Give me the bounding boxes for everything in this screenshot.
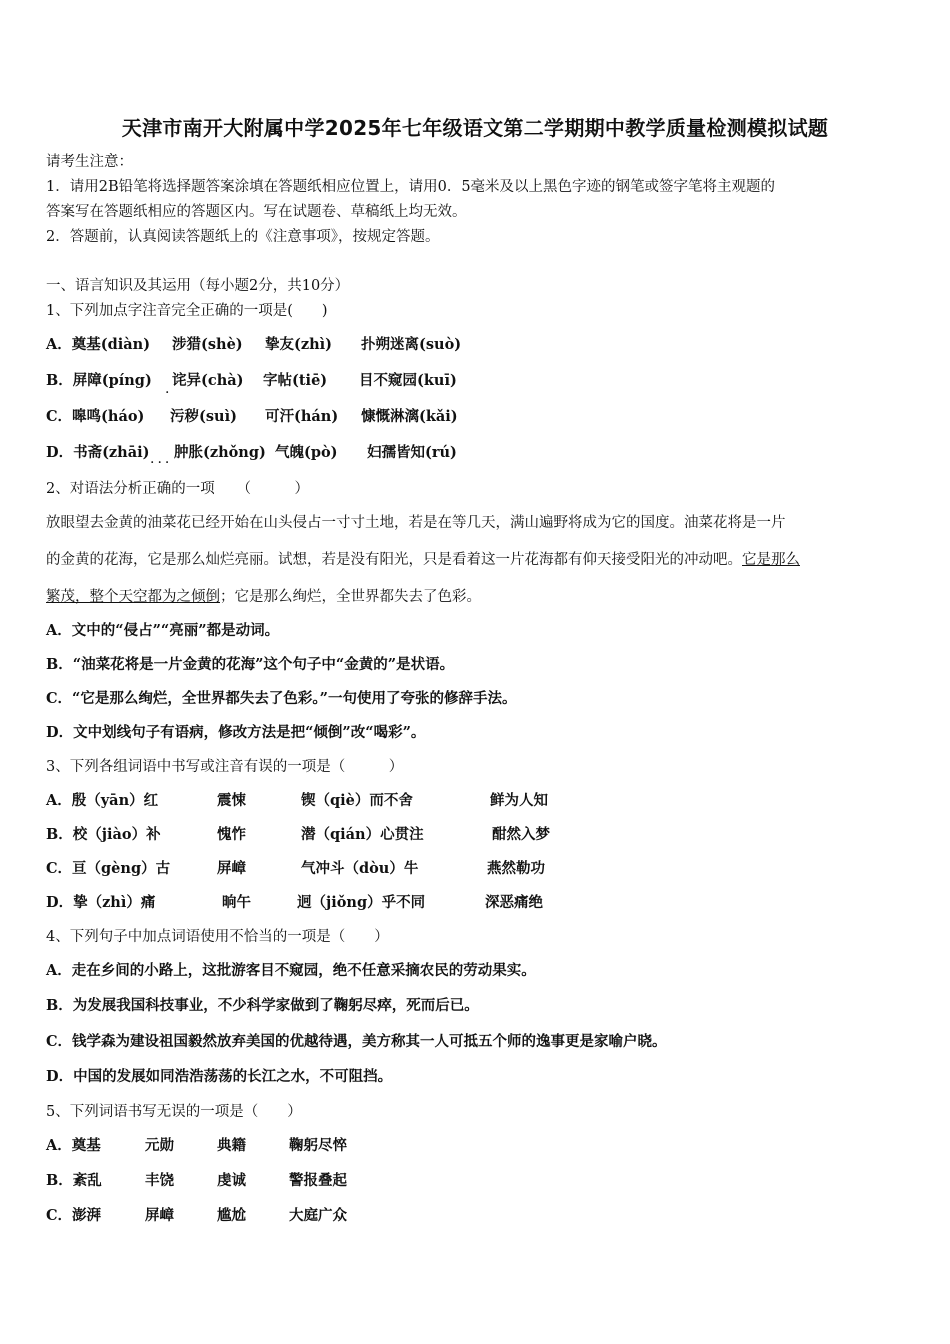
section-heading: 一、语言知识及其运用（每小题2分，共10分） — [46, 278, 350, 294]
q3-c-4: 燕然勒功 — [487, 860, 545, 877]
q2-passage-text-end: ；它是那么绚烂，全世界都失去了色彩。 — [220, 589, 481, 605]
q2-underlined-sentence-part2: 繁茂，整个天空都为之倾倒 — [46, 589, 220, 605]
q3-b-3: 潜（qián）心贯注 — [301, 826, 424, 843]
q1-b-4: 目不窥园(kuī) — [359, 372, 457, 389]
q3-c-3: 气冲斗（dòu）牛 — [301, 860, 419, 877]
q5-b-1: B．紊乱 — [46, 1172, 102, 1189]
q2-passage-text: 的金黄的花海，它是那么灿烂亮丽。试想，若是没有阳光，只是看着这一片花海都有仰天接受阳光的冲动吧。 — [46, 552, 742, 568]
q4-stem: 4、下列句子中加点词语使用不恰当的一项是（ ） — [46, 929, 389, 945]
q1-b-2: 诧异(chà) — [172, 372, 244, 389]
q2-passage-line-1: 放眼望去金黄的油菜花已经开始在山头侵占一寸寸土地，若是在等几天，满山遍野将成为它的国度。油菜花将是一片 — [46, 515, 786, 531]
q5-a-3: 典籍 — [217, 1137, 246, 1154]
q3-b-2: 愧怍 — [217, 826, 246, 843]
q1-stem: 1、下列加点字注音完全正确的一项是( ) — [46, 303, 328, 319]
q1-c-4: 慷慨淋漓(kǎi) — [361, 408, 458, 425]
q3-c-1: C．亘（gèng）古 — [46, 860, 171, 877]
q4-option-b: B．为发展我国科技事业，不少科学家做到了鞠躬尽瘁，死而后已。 — [46, 997, 479, 1014]
q3-a-1: A．殷（yān）红 — [46, 792, 159, 809]
q1-d-1: D．书斋(zhāi) — [46, 444, 150, 461]
q2-option-d: D．文中划线句子有语病，修改方法是把“倾倒”改“喝彩”。 — [46, 724, 426, 741]
emphasis-dot: · — [165, 385, 170, 401]
q3-b-1: B．校（jiào）补 — [46, 826, 161, 843]
q2-underlined-sentence-part1: 它是那么 — [742, 552, 800, 568]
q1-b-1: B．屏障(píng) — [46, 372, 152, 389]
q2-stem: 2、对语法分析正确的一项 （ ） — [46, 481, 309, 497]
q3-c-2: 屏嶂 — [217, 860, 246, 877]
q3-d-1: D．挚（zhì）痛 — [46, 894, 156, 911]
q5-b-3: 虔诚 — [217, 1172, 246, 1189]
exam-title: 天津市南开大附属中学2025年七年级语文第二学期期中教学质量检测模拟试题 — [121, 116, 829, 140]
q5-a-2: 元勋 — [145, 1137, 174, 1154]
q3-d-4: 深恶痛绝 — [485, 894, 543, 911]
q1-c-3: 可汗(hán) — [265, 408, 339, 425]
q3-a-3: 锲（qiè）而不舍 — [301, 792, 413, 809]
q3-a-2: 震悚 — [217, 792, 246, 809]
emphasis-dots: ··· — [150, 455, 173, 471]
q5-stem: 5、下列词语书写无误的一项是（ ） — [46, 1104, 302, 1120]
q1-c-2: 污秽(suì) — [170, 408, 237, 425]
q4-option-d: D．中国的发展如同浩浩荡荡的长江之水，不可阻挡。 — [46, 1068, 393, 1085]
q2-option-a: A．文中的“侵占”“亮丽”都是动词。 — [46, 622, 280, 639]
q5-b-2: 丰饶 — [145, 1172, 174, 1189]
q4-option-a: A．走在乡间的小路上，这批游客目不窥园，绝不任意采摘农民的劳动果实。 — [46, 962, 536, 979]
q5-b-4: 警报叠起 — [289, 1172, 347, 1189]
q2-passage-line-3 — [46, 587, 481, 607]
q3-stem: 3、下列各组词语中书写或注音有误的一项是（ ） — [46, 759, 404, 775]
q3-d-3: 迥（jiǒng）乎不同 — [297, 894, 426, 911]
q1-d-4: 妇孺皆知(rú) — [367, 444, 457, 461]
q3-a-4: 鲜为人知 — [490, 792, 548, 809]
q5-a-4: 鞠躬尽悴 — [289, 1137, 347, 1154]
q1-a-4: 扑朔迷离(suò) — [361, 336, 462, 353]
q2-option-b: B．“油菜花将是一片金黄的花海”这个句子中“金黄的”是状语。 — [46, 656, 455, 673]
q5-c-2: 屏嶂 — [145, 1207, 174, 1224]
notice-heading: 请考生注意： — [46, 154, 133, 170]
notice-item-1b: 答案写在答题纸相应的答题区内。写在试题卷、草稿纸上均无效。 — [46, 204, 467, 220]
q4-option-c: C．钱学森为建设祖国毅然放弃美国的优越待遇，美方称其一人可抵五个师的逸事更是家喻户晓。 — [46, 1033, 667, 1050]
q1-b-3: 字帖(tiē) — [263, 372, 328, 389]
q1-a-3: 挚友(zhì) — [265, 336, 333, 353]
q1-a-1: A．奠基(diàn) — [46, 336, 151, 353]
q3-b-4: 酣然入梦 — [492, 826, 550, 843]
q5-c-4: 大庭广众 — [289, 1207, 347, 1224]
q5-a-1: A．奠基 — [46, 1137, 101, 1154]
q1-d-2: 肿胀(zhǒng) — [174, 444, 266, 461]
q1-d-3: 气魄(pò) — [275, 444, 338, 461]
q5-c-3: 尴尬 — [217, 1207, 246, 1224]
q2-passage-line-2 — [46, 550, 800, 570]
q1-c-1: C．嗥鸣(háo) — [46, 408, 145, 425]
q5-c-1: C．澎湃 — [46, 1207, 102, 1224]
notice-item-2: 2．答题前，认真阅读答题纸上的《注意事项》，按规定答题。 — [46, 229, 440, 245]
q3-d-2: 晌午 — [222, 894, 251, 911]
notice-item-1a: 1．请用2B铅笔将选择题答案涂填在答题纸相应位置上，请用0．5毫米及以上黑色字迹的钢笔或签字笔将主观题的 — [46, 179, 776, 195]
q2-option-c: C．“它是那么绚烂，全世界都失去了色彩。”一句使用了夸张的修辞手法。 — [46, 690, 517, 707]
q1-a-2: 涉猎(shè) — [172, 336, 243, 353]
